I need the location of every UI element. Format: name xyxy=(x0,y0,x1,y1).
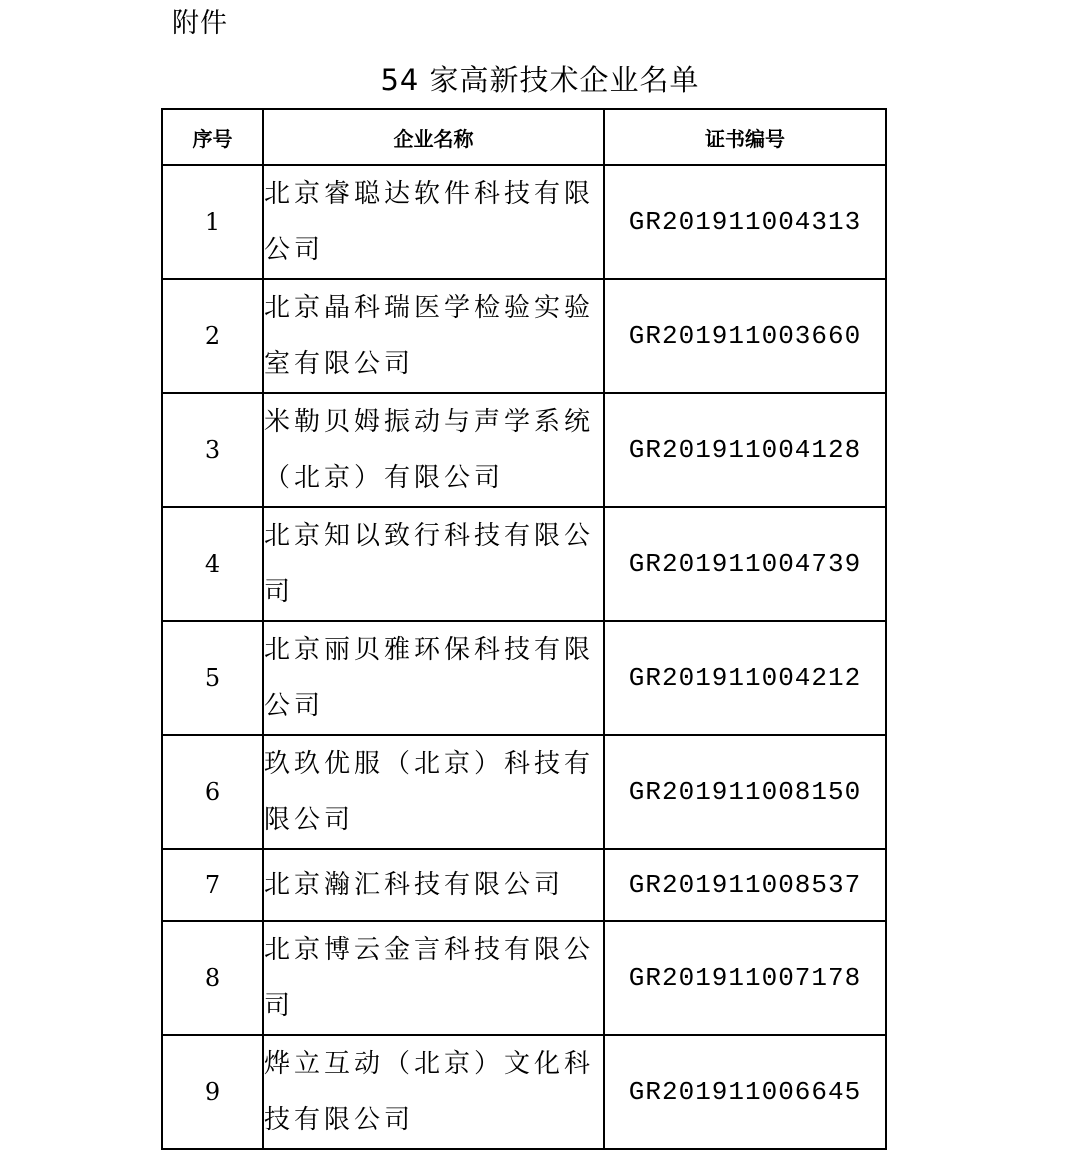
row-seq: 8 xyxy=(162,921,263,1035)
row-seq: 9 xyxy=(162,1035,263,1149)
table-row xyxy=(162,621,886,735)
row-certificate-number: GR201911004128 xyxy=(604,393,886,507)
header-seq: 序号 xyxy=(162,109,263,165)
table-row xyxy=(162,165,886,279)
row-seq: 2 xyxy=(162,279,263,393)
row-seq: 4 xyxy=(162,507,263,621)
header-certificate-number: 证书编号 xyxy=(604,109,886,165)
row-seq: 6 xyxy=(162,735,263,849)
row-company-name: 米勒贝姆振动与声学系统（北京）有限公司 xyxy=(263,393,604,507)
table-row xyxy=(162,279,886,393)
row-certificate-number: GR201911004313 xyxy=(604,165,886,279)
row-seq: 5 xyxy=(162,621,263,735)
table-row xyxy=(162,735,886,849)
row-certificate-number: GR201911004739 xyxy=(604,507,886,621)
row-certificate-number: GR201911007178 xyxy=(604,921,886,1035)
row-seq: 1 xyxy=(162,165,263,279)
table-row xyxy=(162,393,886,507)
table-row xyxy=(162,849,886,921)
header-company-name: 企业名称 xyxy=(263,109,604,165)
row-certificate-number: GR201911008150 xyxy=(604,735,886,849)
row-certificate-number: GR201911008537 xyxy=(604,849,886,921)
page-title: 54 家高新技术企业名单 xyxy=(380,63,700,97)
row-certificate-number: GR201911003660 xyxy=(604,279,886,393)
table-row xyxy=(162,1035,886,1149)
row-company-name: 北京丽贝雅环保科技有限公司 xyxy=(263,621,604,735)
row-company-name: 北京晶科瑞医学检验实验室有限公司 xyxy=(263,279,604,393)
row-company-name: 北京瀚汇科技有限公司 xyxy=(263,849,604,921)
row-company-name: 玖玖优服（北京）科技有限公司 xyxy=(263,735,604,849)
row-company-name: 北京睿聪达软件科技有限公司 xyxy=(263,165,604,279)
row-certificate-number: GR201911006645 xyxy=(604,1035,886,1149)
row-certificate-number: GR201911004212 xyxy=(604,621,886,735)
row-company-name: 烨立互动（北京）文化科技有限公司 xyxy=(263,1035,604,1149)
attachment-label: 附件 xyxy=(172,8,228,39)
row-seq: 7 xyxy=(162,849,263,921)
table-row xyxy=(162,507,886,621)
row-company-name: 北京博云金言科技有限公司 xyxy=(263,921,604,1035)
row-seq: 3 xyxy=(162,393,263,507)
table-header-row xyxy=(162,109,886,165)
table-row xyxy=(162,921,886,1035)
row-company-name: 北京知以致行科技有限公司 xyxy=(263,507,604,621)
company-table xyxy=(161,108,887,1150)
